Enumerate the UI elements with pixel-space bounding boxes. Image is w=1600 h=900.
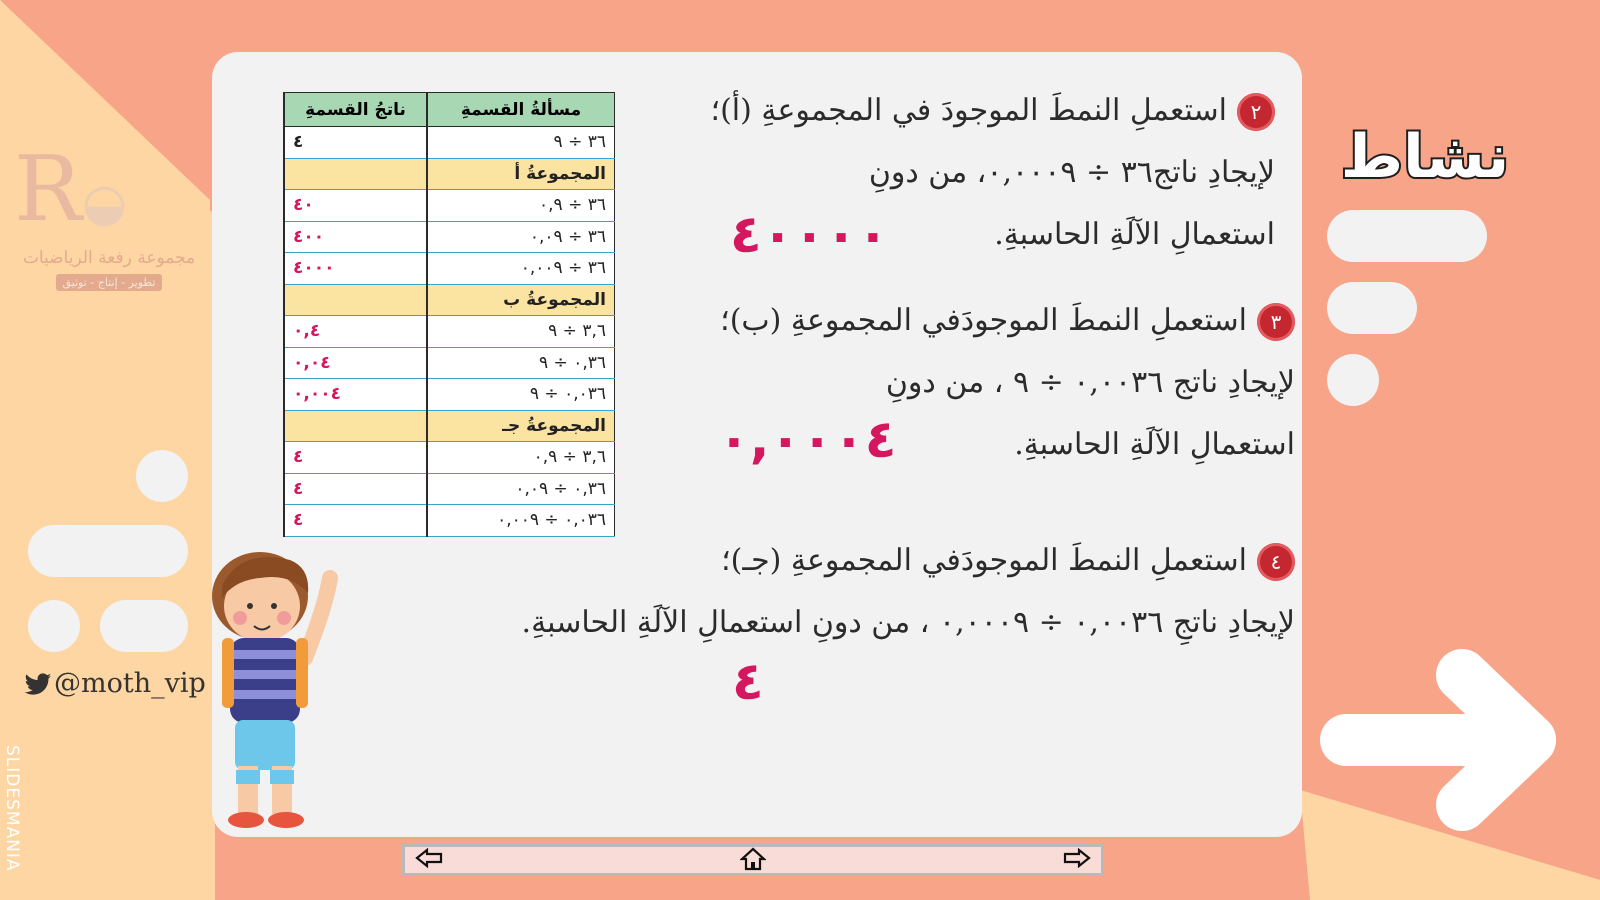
table-cell-answer: ٤ — [284, 442, 427, 474]
table-row — [284, 190, 615, 222]
table-cell-question: ٣٦ ÷ ٠,٠٠٩ — [427, 253, 615, 285]
table-group-row — [284, 284, 615, 316]
question-line: لإيجادِ ناتجِ ٠,٠٠٣٦ ÷ ٠,٠٠٠٩ ، من دونِ استعمالِ الآلَةِ الحاسبةِ. — [521, 605, 1295, 640]
home-button[interactable] — [733, 847, 773, 873]
table-cell-answer: ٤٠٠٠ — [284, 253, 427, 285]
question-line: استعمالِ الآلَةِ الحاسبةِ. — [1014, 427, 1295, 462]
big-arrow-icon — [1346, 675, 1530, 805]
table-cell-question: ٣,٦ ÷ ٠,٩ — [427, 442, 615, 474]
table-group-row — [284, 158, 615, 190]
table-cell-question: ٣٦ ÷ ٠,٠٩ — [427, 221, 615, 253]
table-group-empty — [284, 284, 427, 316]
table-group-empty — [284, 158, 427, 190]
logo — [14, 137, 204, 291]
table-cell-answer: ٠,٠٠٤ — [284, 379, 427, 411]
table-cell-question: ٣٦ ÷ ٩ — [427, 127, 615, 159]
decor-pill — [28, 525, 188, 577]
table-row — [284, 347, 615, 379]
question-line — [355, 530, 1295, 592]
question-text: استعملِ النمطَ الموجودَ في المجموعةِ (أ)؛ — [710, 93, 1227, 128]
table-group-label: المجموعةُ أ — [427, 158, 615, 190]
home-icon — [740, 847, 766, 871]
decor-pill — [1327, 282, 1417, 334]
question-line: لإيجادِ ناتج ٠,٠٠٣٦ ÷ ٩ ، من دونِ — [885, 365, 1295, 400]
table-cell-question: ٠,٠٣٦ ÷ ٩ — [427, 379, 615, 411]
slide-nav-bar — [402, 844, 1104, 876]
table-cell-answer: ٤ — [284, 127, 427, 159]
decor-pill — [136, 450, 188, 502]
decor-pill — [1327, 354, 1379, 406]
credit-text: SLIDESMANIA — [2, 745, 22, 872]
table-row — [284, 473, 615, 505]
table-cell-answer: ٤ — [284, 473, 427, 505]
logo-text: مجموعة رفعة الرياضيات — [22, 248, 196, 268]
table-cell-answer: ٠,٠٤ — [284, 347, 427, 379]
question-number-badge: ٢ — [1237, 93, 1275, 131]
answer-3: ٠,٠٠٠٤ — [718, 410, 897, 470]
table-cell-answer: ٤ — [284, 505, 427, 537]
twitter-handle — [22, 668, 206, 699]
table-row — [284, 127, 615, 159]
table-row — [284, 442, 615, 474]
question-number-badge: ٣ — [1257, 303, 1295, 341]
next-slide-button[interactable] — [1057, 847, 1097, 873]
table-row — [284, 221, 615, 253]
question-4 — [355, 530, 1295, 654]
table-row — [284, 379, 615, 411]
question-line: لإيجادِ ناتج٣٦ ÷ ٠,٠٠٠٩، من دونِ — [868, 155, 1275, 190]
table-cell-answer: ٤٠ — [284, 190, 427, 222]
table-group-label: المجموعةُ ب — [427, 284, 615, 316]
question-line — [660, 80, 1275, 142]
table-group-row — [284, 410, 615, 442]
answer-2: ٤٠٠٠٠ — [730, 205, 889, 265]
decor-pill — [1327, 210, 1487, 262]
table-group-empty — [284, 410, 427, 442]
table-cell-question: ٠,٣٦ ÷ ٩ — [427, 347, 615, 379]
logo-subtitle: تطوير - إنتاج - توثيق — [56, 274, 161, 291]
question-number-badge: ٤ — [1257, 543, 1295, 581]
arrow-left-icon — [415, 848, 443, 868]
twitter-icon — [22, 673, 54, 697]
table-cell-question: ٣,٦ ÷ ٩ — [427, 316, 615, 348]
question-line — [670, 290, 1295, 352]
page-title: نشاط — [1340, 122, 1510, 192]
arrow-right-icon — [1063, 848, 1091, 868]
table-cell-question: ٠,٣٦ ÷ ٠,٠٩ — [427, 473, 615, 505]
question-text: استعملِ النمطَ الموجودَفي المجموعةِ (ب)؛ — [720, 303, 1247, 338]
table-row — [284, 253, 615, 285]
decor-pill — [100, 600, 188, 652]
table-header-answer: ناتجُ القسمةِ — [284, 93, 427, 127]
table-header-row — [284, 93, 615, 127]
table-cell-question: ٣٦ ÷ ٠,٩ — [427, 190, 615, 222]
prev-slide-button[interactable] — [409, 847, 449, 873]
question-text: استعملِ النمطَ الموجودَفي المجموعةِ (جـ)؛ — [721, 543, 1247, 578]
answer-4: ٤ — [732, 652, 764, 712]
question-line: استعمالِ الآلَةِ الحاسبةِ. — [994, 217, 1275, 252]
table-header-question: مسألةُ القسمةِ — [427, 93, 615, 127]
division-table — [283, 92, 615, 537]
boy-illustration — [200, 538, 350, 838]
table-row — [284, 316, 615, 348]
table-cell-answer: ٠,٤ — [284, 316, 427, 348]
table-cell-answer: ٤٠٠ — [284, 221, 427, 253]
logo-mark-icon: R◒ — [14, 137, 128, 242]
table-cell-question: ٠,٠٣٦ ÷ ٠,٠٠٩ — [427, 505, 615, 537]
twitter-handle-text: @moth_vip — [54, 668, 206, 699]
table-group-label: المجموعةُ جـ — [427, 410, 615, 442]
decor-pill — [28, 600, 80, 652]
